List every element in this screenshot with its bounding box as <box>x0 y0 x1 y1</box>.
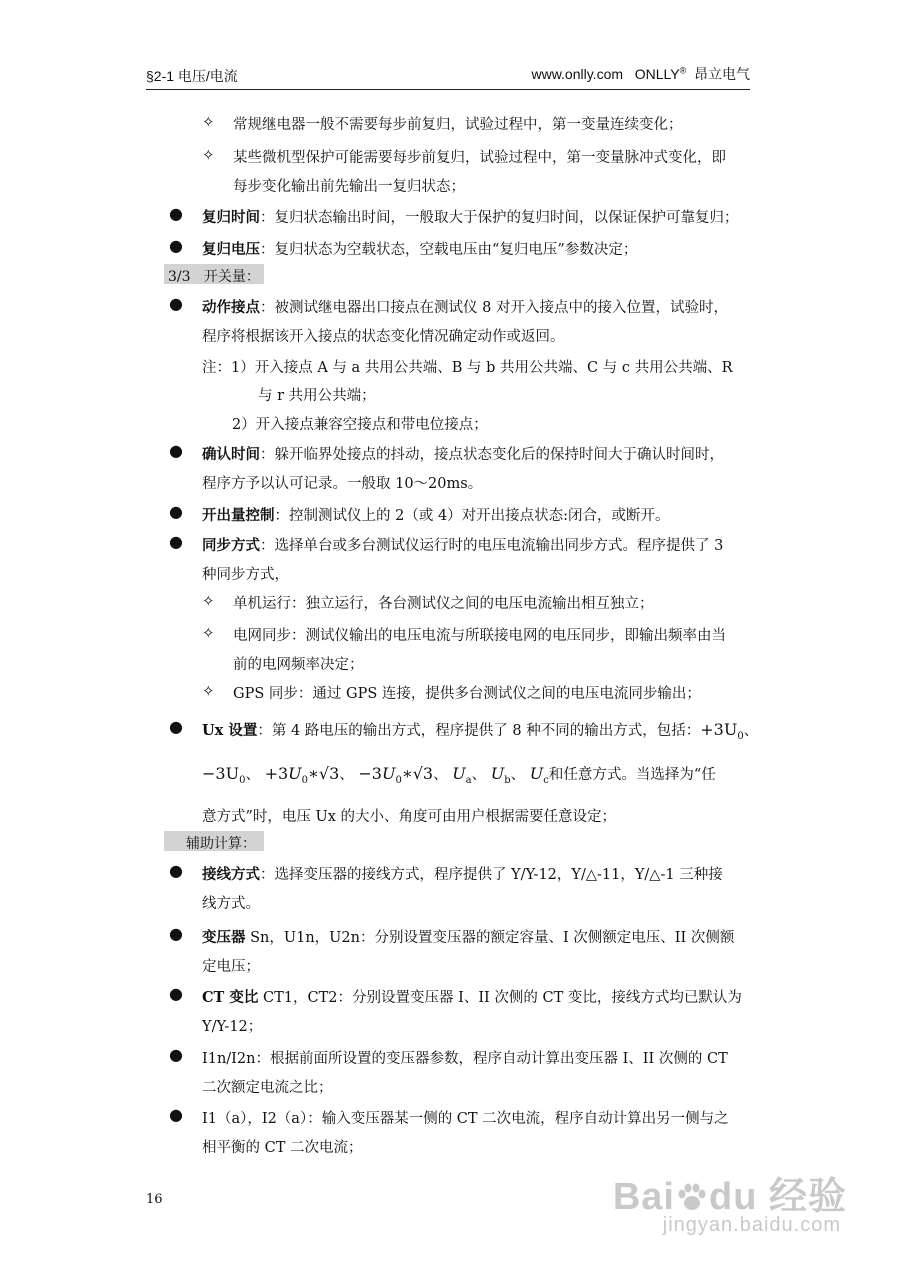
item-line <box>202 443 724 464</box>
watermark-logo: Bai du 经验 <box>612 1176 847 1218</box>
item-line <box>202 296 728 317</box>
note-text: 与 r 共用公共端； <box>258 388 376 404</box>
item-text: 种同步方式， <box>202 567 289 583</box>
item-text: 每步变化输出前先输出一复归状态； <box>233 179 465 195</box>
item-text: 意方式”时，电压 Ux 的大小、角度可由用户根据需要任意设定； <box>202 809 617 825</box>
diamond-icon: ✧ <box>202 146 215 164</box>
paw-icon <box>675 1181 709 1215</box>
item-text: 相平衡的 CT 二次电流； <box>202 1140 363 1156</box>
item-text: ：躲开临界处接点的抖动，接点状态变化后的保持时间大于确认时间时， <box>260 447 724 463</box>
math-plus-3u0: $+3U_0$ <box>700 720 744 743</box>
item-label: 复归电压 <box>202 241 260 258</box>
section-title: 辅助计算： <box>186 836 256 852</box>
item-text: 单机运行：独立运行，各台测试仪之间的电压电流输出相互独立； <box>233 596 654 612</box>
item-text: 程序将根据该开入接点的状态变化情况确定动作或返回。 <box>202 329 565 345</box>
math-uc: $U_c$ <box>529 764 549 787</box>
item-text: 和任意方式。当选择为“任 <box>548 767 716 783</box>
item-text: 某些微机型保护可能需要每步前复归，试验过程中，第一变量脉冲式变化，即 <box>233 150 726 166</box>
note-text: 2）开入接点兼容空接点和带电位接点； <box>232 417 488 433</box>
bullet-icon: ● <box>169 441 183 460</box>
item-text: 常规继电器一般不需要每步前复归，试验过程中，第一变量连续变化； <box>233 117 683 133</box>
section-number: 3/3 <box>168 269 191 285</box>
item-label: 动作接点 <box>202 299 260 316</box>
separator: 、 <box>743 723 759 739</box>
item-label: 复归时间 <box>202 209 260 226</box>
math-ua: $U_a$ <box>452 764 472 787</box>
item-text: ：选择单台或多台测试仪运行时的电压电流输出同步方式。程序提供了 3 <box>260 538 724 554</box>
item-text: 前的电网频率决定； <box>233 657 364 673</box>
item-text: CT1，CT2：分别设置变压器 I、II 次侧的 CT 变比，接线方式均已默认为 <box>258 990 742 1006</box>
item-line <box>202 719 758 742</box>
diamond-icon: ✧ <box>202 682 215 700</box>
note-text: 注：1）开入接点 A 与 a 共用公共端、B 与 b 共用公共端、C 与 c 共用公共端、R <box>202 360 733 376</box>
item-text: GPS 同步：通过 GPS 连接，提供多台测试仪之间的电压电流同步输出； <box>233 686 701 702</box>
item-label: 同步方式 <box>202 537 260 554</box>
item-text: 线方式。 <box>202 896 260 912</box>
header-company: 昂立电气 <box>694 66 750 82</box>
header-rule <box>146 89 750 90</box>
section-title <box>168 266 260 286</box>
math-plus-3u0-sqrt3: $+3U_0∗√3$ <box>264 764 340 787</box>
math-ub: $U_b$ <box>490 764 511 787</box>
item-label: 确认时间 <box>202 446 260 463</box>
bullet-icon: ● <box>169 294 183 313</box>
item-text: I1n/I2n：根据前面所设置的变压器参数，程序自动计算出变压器 I、II 次侧的 CT <box>202 1051 728 1067</box>
item-line <box>202 504 670 525</box>
header-brand: ONLLY <box>634 66 680 82</box>
item-line <box>202 238 637 259</box>
math-minus-3u0: $-3U_0$ <box>202 764 246 787</box>
bullet-icon: ● <box>169 861 183 880</box>
bullet-icon: ● <box>169 717 183 736</box>
watermark-url: jingyan.baidu.com <box>662 1214 841 1236</box>
bullet-icon: ● <box>169 532 183 551</box>
item-line <box>202 534 723 555</box>
item-text: ：控制测试仪上的 2（或 4）对开出接点状态:闭合，或断开。 <box>274 508 670 524</box>
registered-mark: ® <box>679 65 687 76</box>
item-text: ：选择变压器的接线方式，程序提供了 Y/Y-12，Y/△-11，Y/△-1 三种接 <box>260 867 723 883</box>
header-section: §2-1 电压/电流 <box>146 68 238 84</box>
item-text: ：复归状态输出时间，一般取大于保护的复归时间，以保证保护可靠复归； <box>260 210 739 226</box>
item-text: Sn，U1n，U2n：分别设置变压器的额定容量、I 次侧额定电压、II 次侧额 <box>245 930 735 946</box>
diamond-icon: ✧ <box>202 592 215 610</box>
bullet-icon: ● <box>169 924 183 943</box>
item-text: ：第 4 路电压的输出方式，程序提供了 8 种不同的输出方式，包括： <box>257 723 701 739</box>
bullet-icon: ● <box>169 984 183 1003</box>
math-line: $-3U_0$、 $+3U_0∗√3$、 $-3U_0∗√3$、 $U_a$、 $U_b$、 $U_c$和任意方式。当选择为“任 <box>202 764 716 787</box>
item-text: ：复归状态为空载状态，空载电压由“复归电压”参数决定； <box>260 242 638 258</box>
item-line <box>202 926 734 947</box>
page-number: 16 <box>146 1192 163 1207</box>
bullet-icon: ● <box>169 204 183 223</box>
item-text: ：被测试继电器出口接点在测试仪 8 对开入接点中的接入位置，试验时， <box>260 300 728 316</box>
item-text: 程序方予以认可记录。一般取 10～20ms。 <box>202 476 483 492</box>
section-name: 开关量： <box>203 269 260 285</box>
item-label: CT 变比 <box>202 989 259 1006</box>
bullet-icon: ● <box>169 1105 183 1124</box>
item-line <box>202 986 742 1007</box>
item-text: Y/Y-12； <box>202 1019 263 1035</box>
item-label: 变压器 <box>202 929 246 946</box>
diamond-icon: ✧ <box>202 113 215 131</box>
item-label: 开出量控制 <box>202 507 275 524</box>
item-text: 电网同步：测试仪输出的电压电流与所联接电网的电压同步，即输出频率由当 <box>233 628 726 644</box>
header-website: www.onlly.com <box>531 66 624 82</box>
diamond-icon: ✧ <box>202 624 215 642</box>
item-text: 定电压； <box>202 959 260 975</box>
header-brand-block <box>531 64 750 84</box>
item-text: I1（a），I2（a）：输入变压器某一侧的 CT 二次电流，程序自动计算出另一侧与之 <box>202 1111 729 1127</box>
bullet-icon: ● <box>169 236 183 255</box>
item-text: 二次额定电流之比； <box>202 1080 333 1096</box>
item-label: 接线方式 <box>202 866 260 883</box>
item-line <box>202 863 723 884</box>
bullet-icon: ● <box>169 502 183 521</box>
math-minus-3u0-sqrt3: $-3U_0∗√3$ <box>358 764 434 787</box>
item-label: Ux 设置 <box>202 722 258 739</box>
item-line <box>202 206 739 227</box>
bullet-icon: ● <box>169 1045 183 1064</box>
